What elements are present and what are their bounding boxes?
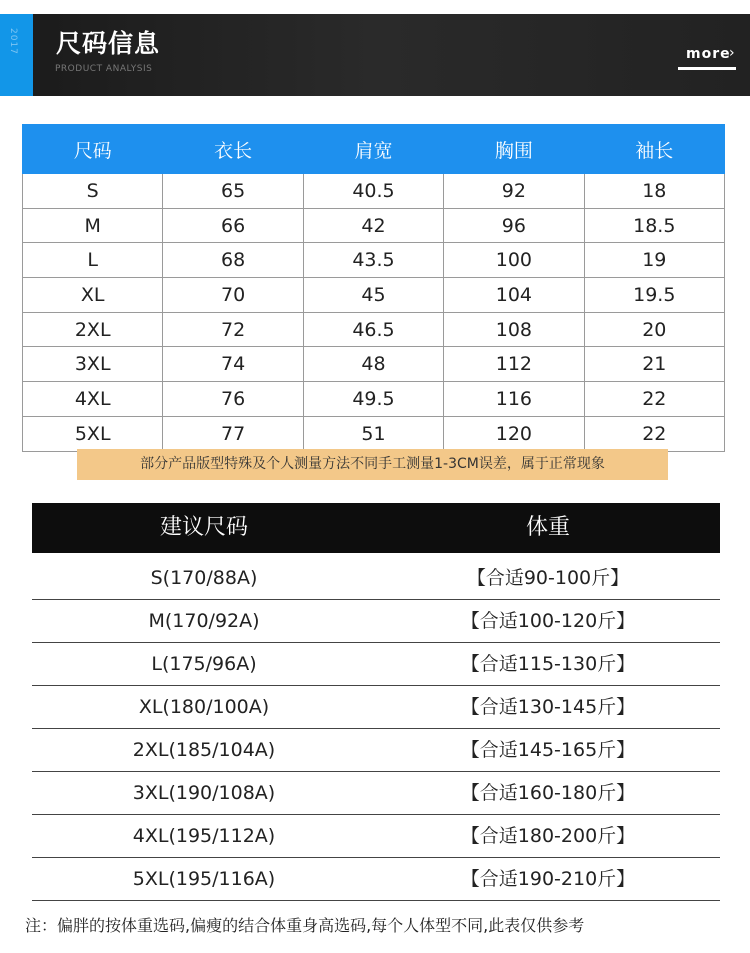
banner-year: 2017 xyxy=(8,28,18,55)
header-weight: 体重 xyxy=(525,515,570,540)
cell-chest: 96 xyxy=(444,208,584,243)
table-row xyxy=(32,557,720,600)
cell-shoulder: 49.5 xyxy=(303,382,443,417)
cell-size: M xyxy=(23,208,163,243)
cell-shoulder: 45 xyxy=(303,278,443,313)
cell-shoulder: 43.5 xyxy=(303,243,443,278)
more-underline xyxy=(678,67,736,70)
weight-range: 【合适130-145斤】 xyxy=(460,696,636,718)
table-row xyxy=(32,858,720,901)
cell-length: 68 xyxy=(163,243,303,278)
cell-length: 66 xyxy=(163,208,303,243)
cell-shoulder: 42 xyxy=(303,208,443,243)
page-title: 尺码信息 xyxy=(56,29,161,58)
weight-range: 【合适100-120斤】 xyxy=(460,610,636,632)
cell-length: 74 xyxy=(163,347,303,382)
cell-size: XL xyxy=(23,278,163,313)
table-row xyxy=(32,686,720,729)
recommended-size: XL(180/100A) xyxy=(138,696,270,718)
recommended-size: 5XL(195/116A) xyxy=(132,868,276,890)
weight-range: 【合适190-210斤】 xyxy=(460,868,636,890)
weight-range: 【合适160-180斤】 xyxy=(460,782,636,804)
chevron-right-icon[interactable]: › xyxy=(729,45,735,61)
banner-accent-bar xyxy=(0,14,33,96)
cell-sleeve: 19.5 xyxy=(584,278,724,313)
table-row xyxy=(23,382,725,417)
table-row xyxy=(32,815,720,858)
recommended-size: S(170/88A) xyxy=(150,567,258,589)
cell-length: 77 xyxy=(163,416,303,451)
cell-chest: 112 xyxy=(444,347,584,382)
table-row xyxy=(32,643,720,686)
table-row xyxy=(23,278,725,313)
cell-sleeve: 18.5 xyxy=(584,208,724,243)
size-table-header xyxy=(23,125,725,174)
table-row xyxy=(32,772,720,815)
cell-length: 76 xyxy=(163,382,303,417)
header-banner xyxy=(0,14,750,96)
cell-chest: 104 xyxy=(444,278,584,313)
cell-length: 72 xyxy=(163,312,303,347)
cell-length: 70 xyxy=(163,278,303,313)
cell-size: L xyxy=(23,243,163,278)
cell-size: 2XL xyxy=(23,312,163,347)
table-row xyxy=(32,600,720,643)
cell-chest: 120 xyxy=(444,416,584,451)
header-size: 尺码 xyxy=(23,125,163,174)
table-row xyxy=(32,729,720,772)
header-length: 衣长 xyxy=(163,125,303,174)
cell-size: 4XL xyxy=(23,382,163,417)
table-row xyxy=(23,208,725,243)
cell-size: S xyxy=(23,174,163,209)
table-row xyxy=(23,243,725,278)
cell-chest: 100 xyxy=(444,243,584,278)
cell-length: 65 xyxy=(163,174,303,209)
cell-size: 3XL xyxy=(23,347,163,382)
header-sleeve: 袖长 xyxy=(584,125,724,174)
recommended-size: L(175/96A) xyxy=(151,653,257,675)
recommended-size: 2XL(185/104A) xyxy=(132,739,276,761)
size-table xyxy=(22,124,725,452)
recommend-header xyxy=(32,503,720,553)
cell-shoulder: 46.5 xyxy=(303,312,443,347)
cell-shoulder: 51 xyxy=(303,416,443,451)
recommended-size: M(170/92A) xyxy=(148,610,260,632)
header-recommended-size: 建议尺码 xyxy=(159,515,248,540)
cell-sleeve: 21 xyxy=(584,347,724,382)
header-chest: 胸围 xyxy=(444,125,584,174)
recommended-size: 3XL(190/108A) xyxy=(132,782,276,804)
table-row xyxy=(23,416,725,451)
recommended-size: 4XL(195/112A) xyxy=(132,825,276,847)
weight-range: 【合适90-100斤】 xyxy=(466,567,630,589)
header-shoulder: 肩宽 xyxy=(303,125,443,174)
weight-range: 【合适145-165斤】 xyxy=(460,739,636,761)
table-row xyxy=(23,174,725,209)
cell-sleeve: 18 xyxy=(584,174,724,209)
cell-sleeve: 20 xyxy=(584,312,724,347)
cell-shoulder: 48 xyxy=(303,347,443,382)
footer-note: 注：偏胖的按体重选码,偏瘦的结合体重身高选码,每个人体型不同,此表仅供参考 xyxy=(25,916,585,935)
recommend-table xyxy=(32,557,720,901)
table-row xyxy=(23,347,725,382)
more-link[interactable]: more xyxy=(686,46,731,62)
page-subtitle: PRODUCT ANALYSIS xyxy=(55,64,153,74)
cell-size: 5XL xyxy=(23,416,163,451)
cell-sleeve: 22 xyxy=(584,416,724,451)
cell-sleeve: 19 xyxy=(584,243,724,278)
cell-shoulder: 40.5 xyxy=(303,174,443,209)
weight-range: 【合适115-130斤】 xyxy=(460,653,636,675)
table-row xyxy=(23,312,725,347)
cell-chest: 108 xyxy=(444,312,584,347)
cell-chest: 92 xyxy=(444,174,584,209)
cell-chest: 116 xyxy=(444,382,584,417)
cell-sleeve: 22 xyxy=(584,382,724,417)
measurement-note: 部分产品版型特殊及个人测量方法不同手工测量1-3CM误差，属于正常现象 xyxy=(77,449,668,480)
weight-range: 【合适180-200斤】 xyxy=(460,825,636,847)
